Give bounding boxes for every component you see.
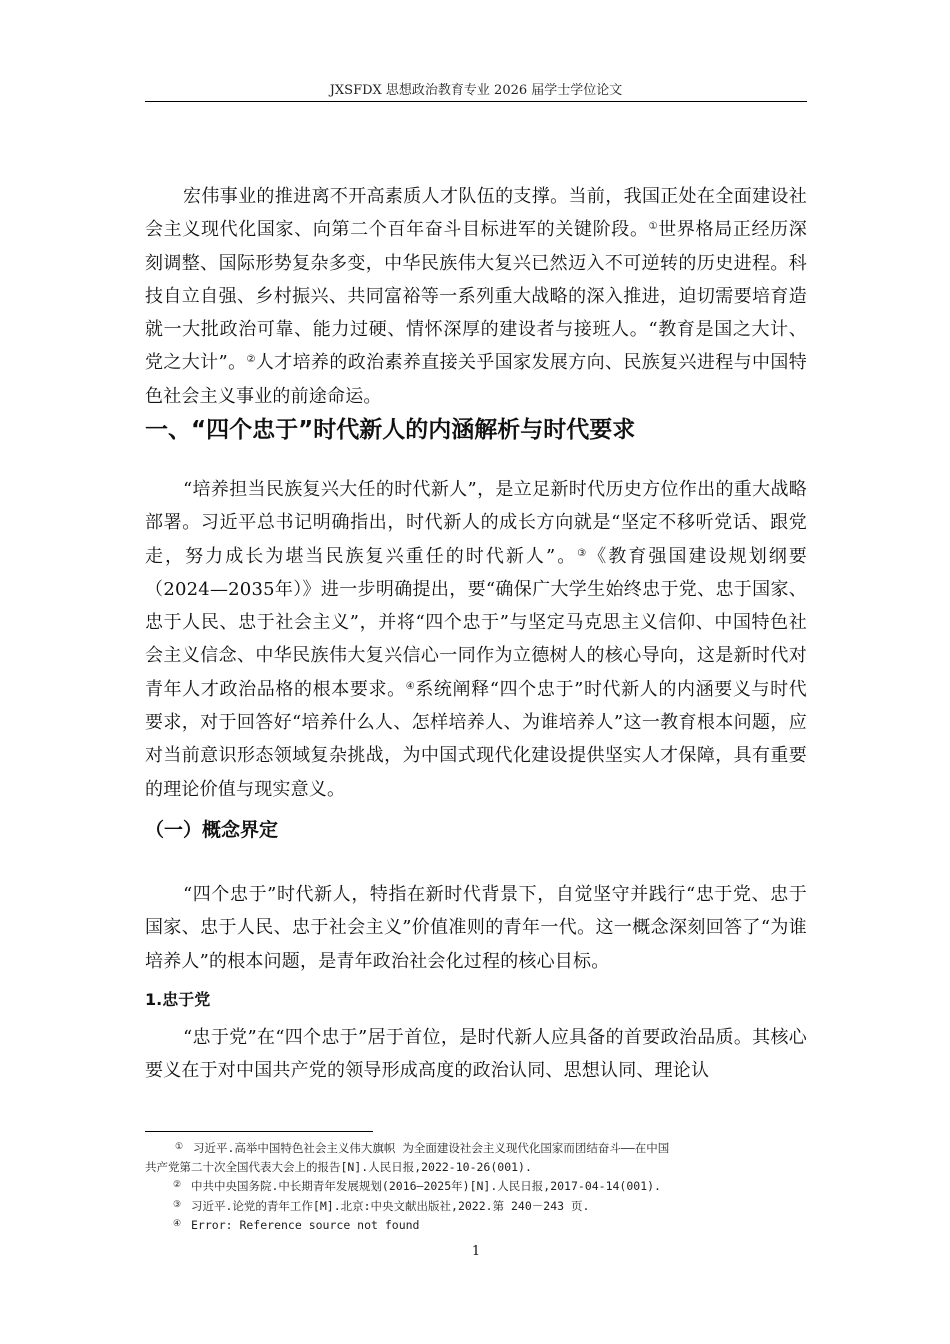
footnote-ref-1[interactable]: ① [648,221,659,233]
footnote-mark: ③ [173,1199,182,1210]
running-header: JXSFDX 思想政治教育专业 2026 届学士学位论文 [329,83,623,98]
intro-sentence-3: 人才培养的政治素养直接关乎国家发展方向、民族复兴进程与中国特色社会主义事业的前途命运。 [145,352,807,407]
intro-paragraph [145,180,807,413]
footnote-ref-3[interactable]: ③ [577,547,589,559]
footnote-mark: ① [175,1142,184,1152]
subsection1-paragraph: “四个忠于”时代新人，特指在新时代背景下，自觉坚守并践行“忠于党、忠于国家、忠于人民、忠于社会主义”价值准则的青年一代。这一概念深刻回答了“为谁培养人”的根本问题，是青年政治社会化过程的核心目标。 [145,884,807,972]
footnote-1 [145,1138,807,1158]
footnote-ref-2[interactable]: ② [246,354,256,366]
section1-sentence-2: 《教育强国建设规划纲要（2024—2035年）》进一步明确提出，要“确保广大学生始终忠于党、忠于国家、忠于人民、忠于社会主义”，并将“四个忠于”与坚定马克思主义信仰、中国特色社会主义信念、中华民族伟大复兴信心一同作为立德树人的核心导向，这是新时代对青年人才政治品格的根本要求。 [145,545,807,700]
header-rule [145,101,807,102]
footnote-mark: ④ [173,1219,182,1229]
footnote-text: 习近平.高举中国特色社会主义伟大旗帜 为全面建设社会主义现代化国家而团结奋斗——在中国 [193,1141,670,1155]
section1-sentence-1: “培养担当民族复兴大任的时代新人”，是立足新时代历史方位作出的重大战略部署。习近平总书记明确指出，时代新人的成长方向就是“坚定不移听党话、跟党走，努力成长为堪当民族复兴重任的时代新人”。 [145,479,807,567]
section1-sentence-3: 系统阐释“四个忠于”时代新人的内涵要义与时代要求，对于回答好“培养什么人、怎样培养人、为谁培养人”这一教育根本问题，应对当前意识形态领域复杂挑战，为中国式现代化建设提供坚实人才保障，具有重要的理论价值与现实意义。 [145,678,807,800]
footnote-text: 中共中央国务院.中长期青年发展规划(2016—2025年)[N].人民日报,2017-04-14(001). [191,1179,661,1193]
intro-sentence-1: 宏伟事业的推进离不开高素质人才队伍的支撑。当前，我国正处在全面建设社会主义现代化国家、向第二个百年奋斗目标进军的关键阶段。 [145,186,807,241]
footnote-2 [145,1176,807,1196]
item-heading-1: 1.忠于党 [145,990,211,1009]
intro-sentence-2: 世界格局正经历深刻调整、国际形势复杂多变，中华民族伟大复兴已然迈入不可逆转的历史进程。科技自立自强、乡村振兴、共同富裕等一系列重大战略的深入推进，迫切需要培育造就一大批政治可靠、能力过硬、情怀深厚的建设者与接班人。“教育是国之大计、党之大计”。 [145,219,807,374]
subsection-heading-1: （一）概念界定 [145,819,279,841]
item1-paragraph: “忠于党”在“四个忠于”居于首位，是时代新人应具备的首要政治品质。其核心要义在于对中国共产党的领导形成高度的政治认同、思想认同、理论认 [145,1027,807,1082]
footnote-ref-4[interactable]: ④ [405,680,416,692]
section1-paragraph [145,473,807,806]
section-heading-1: 一、“四个忠于”时代新人的内涵解析与时代要求 [145,417,636,443]
footnote-separator [145,1131,373,1132]
footnote-4 [145,1215,807,1235]
footnote-1-continuation: 共产党第二十次全国代表大会上的报告[N].人民日报,2022-10-26(001). [145,1159,532,1174]
footnote-mark: ② [173,1180,182,1190]
footnote-text: Error: Reference source not found [191,1218,420,1232]
footnotes [145,1138,807,1235]
page-number: 1 [471,1244,481,1259]
footnote-text: 习近平.论党的青年工作[M].北京:中央文献出版社,2022.第 240－243 页. [191,1198,590,1213]
footnote-3 [145,1196,807,1216]
